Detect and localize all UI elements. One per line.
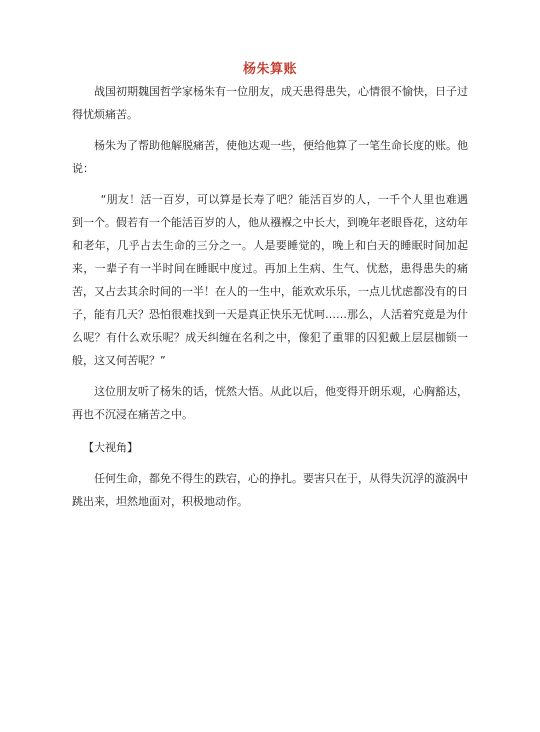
article-body: [72, 80, 468, 513]
paragraph-setup: 杨朱为了帮助他解脱痛苦，使他达观一些，便给他算了一笔生命长度的账。他说：: [72, 139, 468, 175]
section-heading: 【大视角】: [83, 441, 138, 454]
paragraph-intro: 战国初期魏国哲学家杨朱有一位朋友，成天患得患失，心情很不愉快，日子过得忧烦痛苦。: [72, 85, 468, 121]
paragraph-conclusion: 这位朋友听了杨朱的话，恍然大悟。从此以后，他变得开朗乐观，心胸豁达，再也不沉浸在痛苦之中。: [72, 385, 468, 421]
paragraph-quote: “朋友！活一百岁，可以算是长寿了吧？能活百岁的人，一千个人里也难遇到一个。假若有一个能活百岁的人，他从襁褓之中长大，到晚年老眼昏花，这幼年和老年，几乎占去生命的三分之一。人是要睡觉的，晚上和白天的睡眠时间加起来，一辈子有一半时间在睡眠中度过。再加上生病、生气、忧愁，患得患失的痛苦，又占去其余时间的一半！在人的一生中，能欢欢乐乐，一点儿忧虑都没有的日子，能有几天？恐怕很难找到一天是真正快乐无忧呵……那么，人活着究竟是为什么呢？有什么欢乐呢？成天纠缠在名利之中，像犯了重罪的囚犯戴上层层枷锁一般，这又何苦呢？”: [72, 193, 468, 367]
page-title: 杨朱算账: [242, 62, 297, 77]
paragraph-takeaway: 任何生命，都免不得生的跌宕，心的挣扎。要害只在于，从得失沉浮的漩涡中跳出来，坦然地面对，积极地动作。: [72, 472, 468, 508]
